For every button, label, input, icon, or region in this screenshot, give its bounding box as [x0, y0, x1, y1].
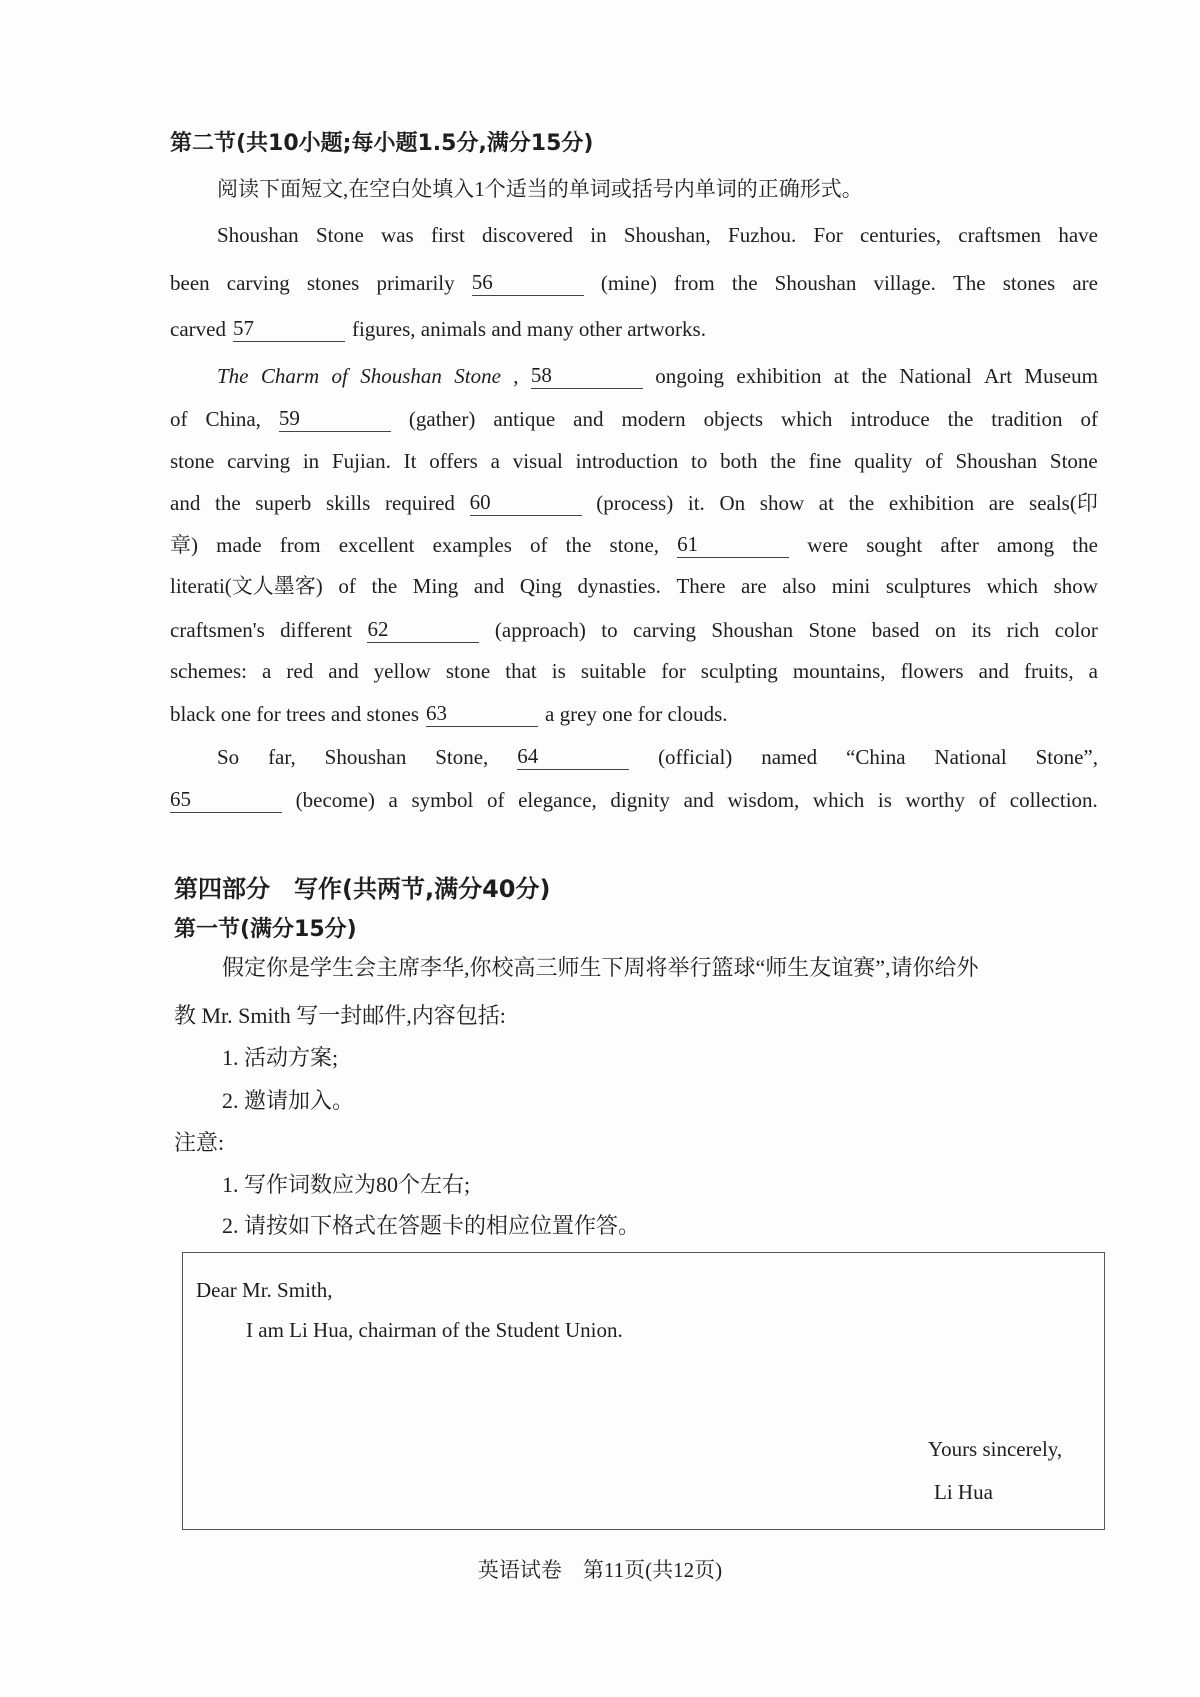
passage-word: Qing [519, 574, 562, 598]
passage-word: sculptures [885, 574, 972, 598]
answer-blank[interactable]: 59 [279, 405, 391, 432]
passage-word: objects [703, 407, 764, 431]
passage-word: Fuzhou. [728, 223, 797, 247]
passage-word: Art [984, 364, 1013, 388]
passage-word: Shoushan [711, 618, 794, 642]
passage-word: (gather) [408, 407, 476, 431]
note-label: 注意: [174, 1130, 225, 1155]
passage-word: There [676, 574, 726, 598]
passage-word: that [505, 659, 537, 683]
passage-word: quality [854, 449, 913, 473]
passage-word: stones [1002, 271, 1056, 295]
passage-word: it. [687, 491, 705, 515]
passage-word: the [861, 364, 888, 388]
passage-word: collection. [1009, 788, 1098, 812]
passage-word: worthy [905, 788, 965, 812]
passage-word: literati(文人墨客) [170, 574, 323, 598]
passage-word: among [996, 533, 1055, 557]
passage-word: mountains, [792, 659, 886, 683]
passage-word: fruits, [1024, 659, 1074, 683]
passage-word: wisdom, [727, 788, 800, 812]
passage-word: were [807, 533, 849, 557]
passage-word: On [719, 491, 746, 515]
passage-word: craftsmen [958, 223, 1042, 247]
passage-word: which [986, 574, 1038, 598]
passage-word: flowers [900, 659, 964, 683]
passage-word: a [388, 788, 398, 812]
passage-word: The [217, 364, 249, 388]
passage-word: of [338, 574, 356, 598]
sec1-heading: 第一节(满分15分) [174, 917, 357, 942]
answer-blank[interactable]: 63 [426, 700, 538, 727]
passage-word: a [490, 449, 500, 473]
passage-word: centuries, [859, 223, 942, 247]
passage-word: also [782, 574, 817, 598]
passage-word: antique [493, 407, 556, 431]
answer-blank[interactable]: 60 [470, 489, 582, 516]
passage-word: its [971, 618, 992, 642]
passage-word: show [759, 491, 805, 515]
passage-word: village. [873, 271, 936, 295]
passage-word: the [947, 407, 974, 431]
letter-closing: Yours sincerely, [928, 1437, 1063, 1461]
passage-line [170, 448, 1098, 474]
answer-blank[interactable]: 65 [170, 786, 282, 813]
passage-word: far, [268, 745, 296, 769]
passage-line [170, 700, 1098, 727]
note-1: 1. 写作词数应为80个左右; [222, 1172, 471, 1197]
passage-word: the [1072, 533, 1098, 557]
passage-word: dynasties. [577, 574, 661, 598]
passage-word: 章) [170, 533, 198, 557]
letter-greeting: Dear Mr. Smith, [196, 1278, 333, 1302]
passage-word: fine [808, 449, 842, 473]
content-item-2: 2. 邀请加入。 [222, 1088, 355, 1113]
passage-word: of [331, 364, 348, 388]
passage-word: color [1054, 618, 1098, 642]
passage-text: black one for trees and stones [170, 702, 419, 726]
passage-word: to [601, 618, 618, 642]
passage-word: National [899, 364, 972, 388]
passage-word: stone [170, 449, 215, 473]
passage-word: a [1088, 659, 1098, 683]
passage-word: exhibition [888, 491, 975, 515]
passage-word: superb [255, 491, 312, 515]
passage-word: schemes: [170, 659, 247, 683]
passage-word: suitable [580, 659, 647, 683]
passage-word: is [551, 659, 566, 683]
passage-word: For [813, 223, 843, 247]
passage-word: and [573, 407, 604, 431]
passage-word: carving [227, 449, 291, 473]
content-item-1: 1. 活动方案; [222, 1045, 339, 1070]
section-heading: 第二节(共10小题;每小题1.5分,满分15分) [170, 131, 594, 156]
passage-line [170, 531, 1098, 558]
passage-word: National [934, 745, 1007, 769]
passage-word: (become) [295, 788, 375, 812]
passage-word: and [328, 659, 359, 683]
instruction: 阅读下面短文,在空白处填入1个适当的单词或括号内单词的正确形式。 [217, 177, 863, 201]
passage-line [170, 315, 1098, 342]
answer-blank[interactable]: 61 [677, 531, 789, 558]
passage-word: and [170, 491, 201, 515]
passage-word: China, [205, 407, 261, 431]
passage-word: offers [429, 449, 478, 473]
passage-word: was [381, 223, 414, 247]
passage-word: have [1058, 223, 1098, 247]
part4-heading: 第四部分 写作(共两节,满分40分) [174, 875, 551, 903]
passage-word: is [877, 788, 892, 812]
answer-blank[interactable]: 58 [531, 362, 643, 389]
passage-word: different [280, 618, 353, 642]
passage-word: required [384, 491, 455, 515]
passage-word: are [988, 491, 1015, 515]
passage-word: Stone”, [1035, 745, 1098, 769]
passage-word: of [486, 788, 505, 812]
passage-text: figures, animals and many other artworks. [351, 317, 706, 341]
passage-word: of [925, 449, 943, 473]
passage-word: carving [226, 271, 290, 295]
passage-word: for [661, 659, 686, 683]
passage-word: discovered [482, 223, 573, 247]
passage-word: Ming [412, 574, 459, 598]
passage-word: and [683, 788, 714, 812]
passage-word: (mine) [600, 271, 657, 295]
passage-word: stone, [609, 533, 660, 557]
note-2: 2. 请按如下格式在答题卡的相应位置作答。 [222, 1213, 641, 1238]
passage-text: carved [170, 317, 226, 341]
passage-line [170, 405, 1098, 432]
passage-word: a [262, 659, 272, 683]
passage-word: introduce [850, 407, 930, 431]
answer-blank[interactable]: 56 [472, 269, 584, 296]
prompt-line-1: 假定你是学生会主席李华,你校高三师生下周将举行篮球“师生友谊赛”,请你给外 [222, 955, 979, 980]
passage-word: Stone [454, 364, 501, 388]
passage-word: sought [866, 533, 923, 557]
passage-word: carving [633, 618, 696, 642]
passage-word: primarily [376, 271, 455, 295]
passage-word: modern [621, 407, 686, 431]
passage-word: elegance, [518, 788, 597, 812]
passage-word: craftsmen's [170, 618, 265, 642]
passage-line [170, 658, 1098, 684]
passage-word: Shoushan [324, 745, 407, 769]
passage-word: from [673, 271, 715, 295]
passage-word: the [214, 491, 241, 515]
passage-word: named [761, 745, 818, 769]
passage-line [217, 362, 1098, 389]
passage-word: and [473, 574, 505, 598]
passage-word: Fujian. [331, 449, 391, 473]
passage-word: are [741, 574, 767, 598]
passage-word: first [430, 223, 465, 247]
passage-word: Shoushan, [623, 223, 711, 247]
passage-word: to [691, 449, 708, 473]
passage-word: at [833, 364, 850, 388]
passage-word: after [940, 533, 979, 557]
passage-word: (process) [596, 491, 674, 515]
passage-word: So [217, 745, 240, 769]
passage-word: It [403, 449, 417, 473]
passage-word: yellow [373, 659, 431, 683]
passage-word: ongoing [655, 364, 725, 388]
answer-blank[interactable]: 57 [233, 315, 345, 342]
prompt-line-2: 教 Mr. Smith 写一封邮件,内容包括: [174, 1003, 506, 1028]
letter-format-box [182, 1252, 1105, 1530]
passage-word: show [1053, 574, 1098, 598]
passage-word: Shoushan [360, 364, 442, 388]
passage-word: red [286, 659, 314, 683]
passage-word: from [279, 533, 321, 557]
answer-blank[interactable]: 62 [367, 616, 479, 643]
passage-word: which [781, 407, 833, 431]
passage-word: based [871, 618, 920, 642]
passage-word: seals(印 [1029, 491, 1098, 515]
passage-word: Shoushan [774, 271, 857, 295]
passage-word: rich [1006, 618, 1040, 642]
passage-word: which [812, 788, 865, 812]
passage-word: are [1072, 271, 1098, 295]
passage-line [170, 269, 1098, 296]
passage-word: “China [846, 745, 906, 769]
passage-word: tradition [991, 407, 1063, 431]
passage-word: Stone, [435, 745, 489, 769]
passage-word: on [934, 618, 956, 642]
passage-word: The [952, 271, 986, 295]
passage-word: excellent [338, 533, 415, 557]
passage-word: dignity [610, 788, 670, 812]
passage-line [170, 786, 1098, 813]
passage-word: (official) [658, 745, 733, 769]
letter-opening: I am Li Hua, chairman of the Student Union. [246, 1318, 623, 1342]
passage-line [170, 489, 1098, 516]
passage-word: been [170, 271, 210, 295]
passage-word: (approach) [494, 618, 586, 642]
passage-word: Stone [315, 223, 364, 247]
passage-word: the [731, 271, 758, 295]
page-footer: 英语试卷 第11页(共12页) [477, 1558, 723, 1582]
passage-word: symbol [411, 788, 474, 812]
passage-word: and [978, 659, 1009, 683]
passage-word: stones [306, 271, 360, 295]
passage-word: made [216, 533, 262, 557]
passage-word: in [590, 223, 607, 247]
passage-word: Museum [1024, 364, 1098, 388]
passage-word: examples [432, 533, 512, 557]
passage-word: Stone [1049, 449, 1098, 473]
passage-word: the [565, 533, 592, 557]
passage-line [170, 616, 1098, 643]
passage-line [217, 743, 1098, 770]
passage-word: both [720, 449, 758, 473]
passage-word: at [818, 491, 834, 515]
passage-line [217, 222, 1098, 248]
passage-word: the [848, 491, 875, 515]
passage-word: introduction [575, 449, 679, 473]
passage-word: of [530, 533, 548, 557]
passage-word: Stone [808, 618, 857, 642]
passage-word: of [1080, 407, 1098, 431]
passage-word: the [770, 449, 796, 473]
passage-word: skills [325, 491, 371, 515]
passage-word: of [170, 407, 188, 431]
answer-blank[interactable]: 64 [517, 743, 629, 770]
passage-word: of [978, 788, 997, 812]
passage-word: Shoushan [955, 449, 1038, 473]
passage-word: the [371, 574, 398, 598]
passage-word: Charm [260, 364, 320, 388]
letter-signature: Li Hua [934, 1480, 993, 1504]
passage-word: exhibition [736, 364, 822, 388]
passage-word: sculpting [700, 659, 778, 683]
passage-word: in [302, 449, 320, 473]
passage-line [170, 573, 1098, 599]
passage-word: Shoushan [217, 223, 299, 247]
passage-word: stone [445, 659, 491, 683]
passage-word: visual [512, 449, 563, 473]
passage-text: a grey one for clouds. [545, 702, 728, 726]
passage-word: mini [831, 574, 871, 598]
passage-word: , [513, 364, 519, 388]
